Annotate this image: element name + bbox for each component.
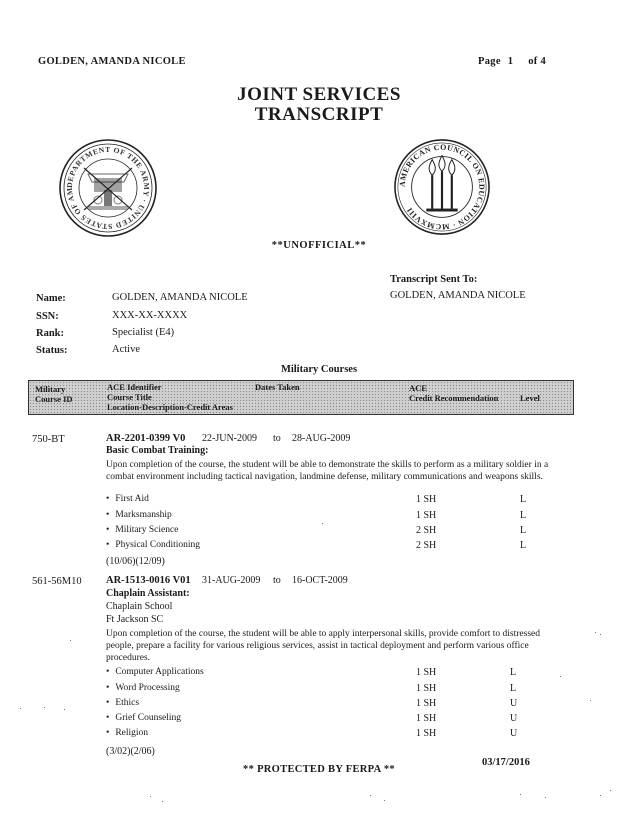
col-military-line1: Military — [35, 384, 66, 394]
sent-to-label: Transcript Sent To: — [390, 274, 478, 285]
credit-level: L — [520, 540, 527, 551]
page-number: 1 — [507, 56, 514, 67]
credit-area: • Grief Counseling — [106, 713, 181, 723]
date-from: 22-JUN-2009 — [202, 433, 257, 444]
credit-area: • Ethics — [106, 698, 139, 708]
credit-hours: 2 SH — [416, 525, 437, 536]
date-to-word: to — [273, 433, 281, 444]
ace-identifier: AR-1513-0016 V01 — [106, 575, 191, 586]
sent-to-name: GOLDEN, AMANDA NICOLE — [390, 290, 526, 301]
course-description: Upon completion of the course, the student will be able to demonstrate the skills to perform as a military soldier in a combat environment including tactical navigation, landmine defense, military communications and weapons skills. — [106, 460, 549, 482]
ace-identifier: AR-2201-0399 V0 — [106, 433, 186, 444]
credit-level: U — [510, 728, 518, 739]
course-location-post: Ft Jackson SC — [106, 614, 164, 625]
credit-area: • Physical Conditioning — [106, 540, 200, 550]
credit-area: • Religion — [106, 728, 148, 738]
table-header — [28, 380, 574, 415]
student-name-header: GOLDEN, AMANDA NICOLE — [38, 56, 186, 67]
credit-level: U — [510, 698, 518, 709]
col-ace: ACE — [409, 383, 427, 393]
credit-area: • First Aid — [106, 494, 149, 504]
col-ace-identifier: ACE Identifier — [107, 382, 162, 392]
course-title: Chaplain Assistant: — [106, 588, 190, 599]
army-seal-icon — [58, 138, 158, 238]
status-label: Status: — [36, 345, 68, 356]
svg-text:DEPARTMENT OF THE ARMY · UNITE: DEPARTMENT OF THE ARMY · UNITED STATES OF AM — [64, 144, 152, 232]
document-title-line2: TRANSCRIPT — [254, 104, 384, 125]
ace-seal-icon — [393, 138, 491, 236]
col-credit-recommendation: Credit Recommendation — [409, 393, 499, 403]
date-to: 16-OCT-2009 — [292, 575, 348, 586]
course-title: Basic Combat Training: — [106, 445, 209, 456]
credit-area: • Military Science — [106, 525, 178, 535]
col-level: Level — [520, 393, 540, 403]
ssn-label: SSN: — [36, 311, 59, 322]
credit-hours: 1 SH — [416, 698, 437, 709]
credit-area: • Marksmanship — [106, 510, 172, 520]
svg-text:AMERICAN COUNCIL ON EDUCATION: AMERICAN COUNCIL ON EDUCATION · MCMXVIII — [397, 142, 487, 232]
name-label: Name: — [36, 293, 66, 304]
dates-note: (3/02)(2/06) — [106, 746, 155, 757]
credit-hours: 1 SH — [416, 713, 437, 724]
credit-level: L — [520, 510, 527, 521]
col-course-title: Course Title — [107, 392, 152, 402]
dates-note: (10/06)(12/09) — [106, 556, 165, 567]
credit-area: • Computer Applications — [106, 667, 204, 677]
credit-level: L — [510, 683, 517, 694]
course-description: Upon completion of the course, the student will be able to apply interpersonal skills, provide comfort to distressed people, prepare a facility for various religious services, assist in tactical deployment and perform various office procedures. — [106, 629, 541, 663]
page-of: of 4 — [528, 56, 547, 67]
credit-level: L — [520, 525, 527, 536]
name-value: GOLDEN, AMANDA NICOLE — [112, 292, 248, 303]
date-from: 31-AUG-2009 — [202, 575, 261, 586]
credit-hours: 1 SH — [416, 728, 437, 739]
col-location: Location-Description-Credit Areas — [107, 402, 233, 412]
course-id: 561-56M10 — [32, 576, 82, 587]
date-to-word: to — [273, 575, 281, 586]
credit-hours: 1 SH — [416, 667, 437, 678]
status-value: Active — [112, 344, 140, 355]
rank-value: Specialist (E4) — [112, 327, 175, 338]
section-title: Military Courses — [280, 364, 358, 375]
date-to: 28-AUG-2009 — [292, 433, 351, 444]
col-military-line2: Course ID — [35, 394, 73, 404]
credit-hours: 2 SH — [416, 540, 437, 551]
course-location-school: Chaplain School — [106, 601, 173, 612]
credit-hours: 1 SH — [416, 494, 437, 505]
course-id: 750-BT — [32, 434, 65, 445]
credit-area: • Word Processing — [106, 683, 180, 693]
col-dates-taken: Dates Taken — [255, 382, 300, 392]
page-label: Page — [478, 56, 501, 67]
page-indicator — [478, 56, 546, 67]
credit-level: U — [510, 713, 518, 724]
ssn-value: XXX-XX-XXXX — [112, 310, 188, 321]
credit-level: L — [520, 494, 527, 505]
document-title-line1: JOINT SERVICES — [237, 84, 401, 105]
rank-label: Rank: — [36, 328, 65, 339]
credit-hours: 1 SH — [416, 510, 437, 521]
print-date: 03/17/2016 — [482, 757, 530, 768]
credit-level: L — [510, 667, 517, 678]
credit-hours: 1 SH — [416, 683, 437, 694]
unofficial-stamp: **UNOFFICIAL** — [271, 240, 367, 251]
ferpa-notice: ** PROTECTED BY FERPA ** — [243, 764, 395, 775]
